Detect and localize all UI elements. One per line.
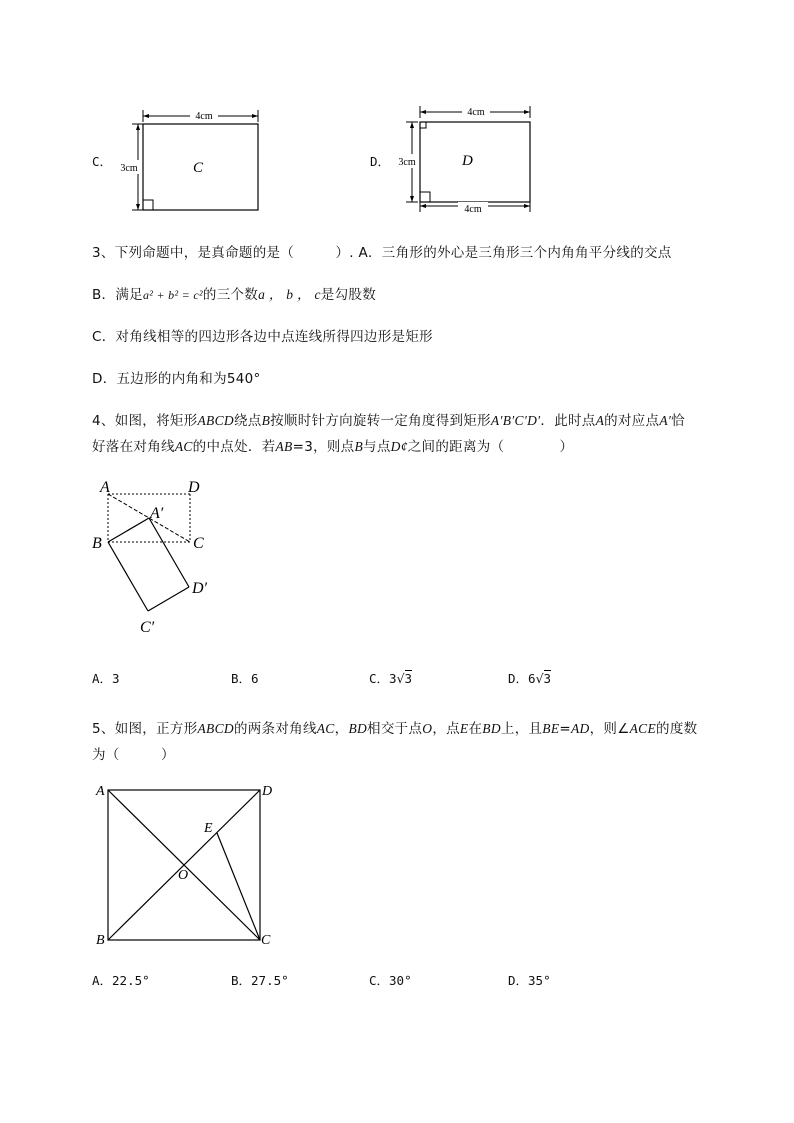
- angle-name: ACE: [629, 721, 657, 736]
- segment-name: AB: [275, 439, 293, 454]
- text: 上，且: [500, 721, 543, 737]
- q4-stem-line2: [92, 435, 573, 455]
- label-B: B: [92, 535, 102, 552]
- label-D: D: [188, 479, 200, 496]
- q4-opt-c-prefix: C．3: [369, 671, 397, 686]
- center-label: D: [462, 153, 473, 169]
- dim-top: 4cm: [195, 111, 213, 122]
- point-name: B: [354, 439, 364, 454]
- label-D-prime: D′: [192, 580, 208, 597]
- point-name: B: [261, 413, 271, 428]
- q4-option-a: A．3: [92, 671, 120, 686]
- text: 之间的距离为（ ）: [407, 439, 574, 455]
- q3-b-prefix: B．满足: [92, 287, 143, 303]
- text: 在: [468, 721, 483, 737]
- text: 的中点处．若: [192, 439, 276, 455]
- dim-left: 3cm: [398, 157, 416, 168]
- segment-name: BD: [348, 721, 368, 736]
- q4-opt-c-radicand: 3: [404, 671, 413, 686]
- point-name: E: [459, 721, 469, 736]
- q4-opt-d-prefix: D．6: [508, 671, 536, 686]
- sqrt-symbol: √: [396, 671, 405, 686]
- label-A: A: [100, 479, 110, 496]
- segment-name: AC: [174, 439, 193, 454]
- text: 4、如图，将矩形: [92, 413, 198, 429]
- text: ．此时点: [540, 413, 596, 429]
- center-label: C: [193, 160, 204, 176]
- q3-b-suffix: 是勾股数: [320, 287, 376, 303]
- q3-option-c: C．对角线相等的四边形各边中点连线所得四边形是矩形: [92, 329, 433, 345]
- text: 绕点: [233, 413, 262, 429]
- q3-b-formula: a² + b² = c²: [142, 288, 203, 302]
- dim-left: 3cm: [120, 163, 138, 174]
- text: 按顺时针方向旋转一定角度得到矩形: [270, 413, 491, 429]
- option-d-label: D．: [370, 154, 391, 169]
- label-C: C: [193, 535, 204, 552]
- q5-option-d: D．35°: [508, 973, 551, 988]
- label-B: B: [96, 933, 105, 948]
- label-E: E: [204, 821, 213, 836]
- sqrt-symbol: √: [535, 671, 544, 686]
- q4-option-d: [508, 669, 551, 687]
- text: 恰: [671, 413, 685, 429]
- q5-option-a: A．22.5°: [92, 973, 150, 988]
- text: 相交于点: [367, 721, 423, 737]
- text: 的对应点: [604, 413, 660, 429]
- text: 与点: [363, 439, 391, 455]
- q3-b-vars: a ， b ， c: [258, 287, 321, 302]
- label-A-prime: A′: [150, 505, 164, 522]
- q4-option-c: [369, 669, 412, 687]
- q3-stem: 3、下列命题中，是真命题的是（ ）. A．三角形的外心是三角形三个内角角平分线的交点: [92, 245, 672, 261]
- q3-b-mid: 的三个数: [202, 287, 259, 303]
- text: ，: [334, 721, 349, 737]
- text: ，点: [432, 721, 460, 737]
- segment-name: AC: [316, 721, 335, 736]
- point-name: A′: [659, 413, 672, 428]
- q3-option-b: [92, 283, 376, 303]
- q3-option-d: D．五边形的内角和为540°: [92, 371, 261, 387]
- point-name: A: [595, 413, 605, 428]
- segment-name: BE: [542, 721, 560, 736]
- q4-opt-d-radicand: 3: [543, 671, 552, 686]
- text: =: [559, 721, 572, 737]
- label-A: A: [96, 784, 105, 799]
- figure-rect-c: [110, 104, 280, 220]
- dim-top: 4cm: [467, 107, 485, 118]
- q5-stem-line2: 为（ ）: [92, 747, 175, 763]
- q4-figure: [88, 474, 228, 644]
- segment-name: AD: [571, 721, 590, 736]
- text: 好落在对角线: [92, 439, 175, 455]
- q5-figure: [88, 778, 288, 954]
- label-C: C: [261, 933, 271, 948]
- label-C-prime: C′: [140, 619, 155, 636]
- q4-option-b: B．6: [231, 671, 259, 686]
- text: 的度数: [656, 721, 698, 737]
- option-c-label: C．: [92, 154, 113, 169]
- figure-rect-d: [392, 102, 542, 218]
- label-D: D: [262, 784, 273, 799]
- q5-option-b: B．27.5°: [231, 973, 289, 988]
- text: 的两条对角线: [233, 721, 317, 737]
- segment-name: BD: [482, 721, 501, 736]
- q5-stem-line1: [92, 717, 697, 737]
- text: =3，则点: [292, 439, 355, 455]
- point-name: D¢: [390, 439, 408, 454]
- text: ，则∠: [589, 721, 630, 737]
- dim-bottom: 4cm: [464, 204, 482, 215]
- point-name: O: [422, 721, 433, 736]
- rect-name: ABCD: [197, 413, 234, 428]
- label-O: O: [178, 868, 189, 883]
- square-name: ABCD: [197, 721, 234, 736]
- rect-name: A′B′C′D′: [490, 413, 541, 428]
- q4-stem-line1: [92, 409, 685, 429]
- text: 5、如图，正方形: [92, 721, 198, 737]
- q5-option-c: C．30°: [369, 973, 412, 988]
